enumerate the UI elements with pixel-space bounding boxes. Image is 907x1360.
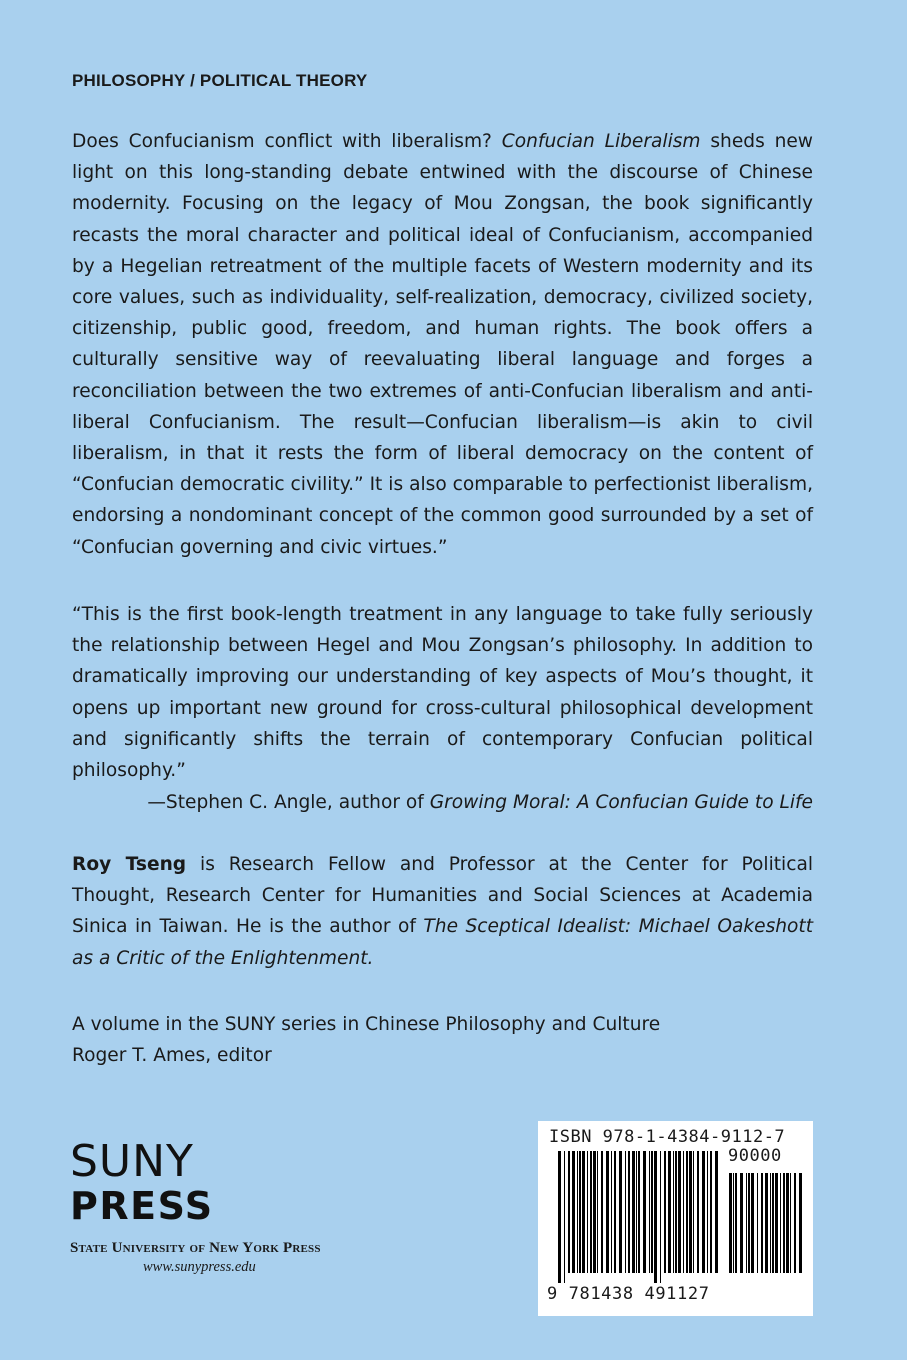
- barcode-bar: [625, 1151, 626, 1273]
- barcode-bar: [643, 1151, 646, 1273]
- barcode-bar: [686, 1151, 688, 1273]
- barcode-bar: [673, 1151, 674, 1273]
- barcode-bar: [568, 1151, 570, 1273]
- barcode-bar: [683, 1151, 684, 1273]
- barcode-bar: [794, 1173, 796, 1273]
- barcode-bar: [601, 1151, 603, 1273]
- barcode-bar: [638, 1151, 640, 1273]
- attribution-prefix: —Stephen C. Angle, author of: [147, 792, 430, 813]
- barcode-bar: [628, 1151, 630, 1273]
- barcode-bar: [772, 1173, 774, 1273]
- book-description: [72, 126, 813, 563]
- barcode-bar: [729, 1173, 732, 1273]
- barcode-bar: [636, 1151, 637, 1273]
- author-bio: [72, 849, 813, 974]
- barcode-bar: [572, 1151, 575, 1273]
- barcode-bar: [582, 1151, 585, 1273]
- barcode-bar: [761, 1173, 763, 1273]
- isbn-barcode: [538, 1121, 813, 1316]
- barcode-addon-bars: [729, 1173, 803, 1283]
- series-line: A volume in the SUNY series in Chinese Philosophy and Culture: [72, 1014, 661, 1035]
- barcode-bar: [577, 1151, 578, 1273]
- barcode-bar: [746, 1173, 747, 1273]
- barcode-bar: [611, 1151, 612, 1273]
- barcode-bar: [715, 1151, 718, 1273]
- barcode-bar: [590, 1151, 592, 1273]
- barcode-bar: [678, 1151, 681, 1273]
- barcode-bar: [597, 1151, 598, 1273]
- barcode-bar: [660, 1151, 661, 1283]
- category-label: PHILOSOPHY / POLITICAL THEORY: [72, 71, 368, 90]
- barcode-bar: [790, 1173, 791, 1273]
- barcode-bar: [735, 1173, 737, 1273]
- blurb-rest: sheds new light on this long-standing debate entwined with the discourse of Chinese modernity. Focusing on the legacy of Mou Zongsan, the book significantly recasts the moral character and political ideal of Confucianism, accompanied by a Hegelian retreatment of the multiple facets of Western modernity and its core values, such as individuality, self-realization, democracy, civilized society, citizenship, public good, freedom, and human rights. The book offers a culturally sensitive way of reevaluating liberal language and forges a reconciliation between the two extremes of anti-Confucian liberalism and anti-liberal Confucianism. The result—Confucian liberalism—is akin to civil liberalism, in that it rests the form of liberal democracy on the content of “Confucian democratic civility.” It is also comparable to perfectionist liberalism, endorsing a nondominant concept of the common good surrounded by a set of “Confucian governing and civic virtues.”: [72, 131, 814, 558]
- logo-press-text: PRESS: [70, 1184, 214, 1228]
- barcode-bar: [710, 1151, 712, 1273]
- barcode-bar: [587, 1151, 588, 1273]
- isbn-label: ISBN 978-1-4384-9112-7: [549, 1127, 786, 1147]
- barcode-bar: [675, 1151, 677, 1273]
- barcode-bar: [740, 1173, 743, 1273]
- barcode-ean-digits: 9 781438 491127: [547, 1284, 710, 1304]
- barcode-bar: [664, 1151, 666, 1273]
- barcode-bar: [783, 1173, 785, 1273]
- barcode-bar: [757, 1173, 758, 1273]
- logo-suny-text: SUNY: [70, 1136, 194, 1187]
- barcode-bar: [799, 1173, 802, 1273]
- barcode-bar: [606, 1151, 609, 1273]
- barcode-bar: [558, 1151, 561, 1283]
- barcode-bar: [693, 1151, 694, 1273]
- endorsement-quote: “This is the first book-length treatment in any language to take fully seriously the relationship between Hegel and Mou Zongsan’s philosophy. In addition to dramatically improving our understanding of key aspects of Mou’s thought, it opens up important new ground for cross-cultural philosophical development and significantly shifts the terrain of contemporary Confucian political philosophy.”: [72, 604, 813, 782]
- blurb-intro: Does Confucianism conflict with liberalism?: [72, 131, 502, 152]
- series-editor: Roger T. Ames, editor: [72, 1045, 272, 1067]
- barcode-bar: [579, 1151, 581, 1273]
- author-book-title: The Sceptical Idealist: Michael Oakeshott as a Critic of the Enlightenment.: [72, 916, 813, 969]
- barcode-bar: [649, 1151, 650, 1273]
- barcode-bar: [733, 1173, 734, 1273]
- barcode-bar: [619, 1151, 622, 1273]
- endorsement-attribution: [72, 787, 813, 818]
- barcode-bar: [748, 1173, 750, 1273]
- barcode-bar: [564, 1151, 565, 1283]
- publisher-logo: [70, 1136, 321, 1276]
- barcode-bar: [765, 1173, 768, 1273]
- barcode-bar: [707, 1151, 708, 1273]
- barcode-bar: [614, 1151, 616, 1273]
- barcode-addon-digits: 90000: [728, 1146, 782, 1166]
- barcode-bar: [786, 1173, 789, 1273]
- barcode-bar: [654, 1151, 657, 1283]
- publisher-full-name: State University of New York Press: [70, 1240, 321, 1256]
- barcode-bar: [697, 1151, 699, 1273]
- publisher-url: www.sunypress.edu: [143, 1259, 256, 1275]
- barcode-bar: [702, 1151, 705, 1273]
- barcode-bar: [689, 1151, 692, 1273]
- author-name: Roy Tseng: [72, 854, 187, 875]
- barcode-bar: [770, 1173, 771, 1273]
- barcode-bar: [668, 1151, 671, 1273]
- barcode-bar: [775, 1173, 778, 1273]
- barcode-bar: [651, 1151, 653, 1273]
- attribution-book-title: Growing Moral: A Confucian Guide to Life: [429, 792, 813, 813]
- barcode-bar: [593, 1151, 596, 1273]
- barcode-bar: [780, 1173, 781, 1273]
- blurb-book-title: Confucian Liberalism: [501, 131, 701, 152]
- author-bio-text: is Research Fellow and Professor at the Center for Political Thought, Research Center for Humanities and Social Sciences at Academia Sinica in Taiwan. He is the author of: [72, 854, 814, 938]
- barcode-bar: [751, 1173, 754, 1273]
- barcode-bar: [632, 1151, 635, 1273]
- series-info: [72, 1009, 660, 1071]
- barcode-main-bars: [558, 1151, 718, 1283]
